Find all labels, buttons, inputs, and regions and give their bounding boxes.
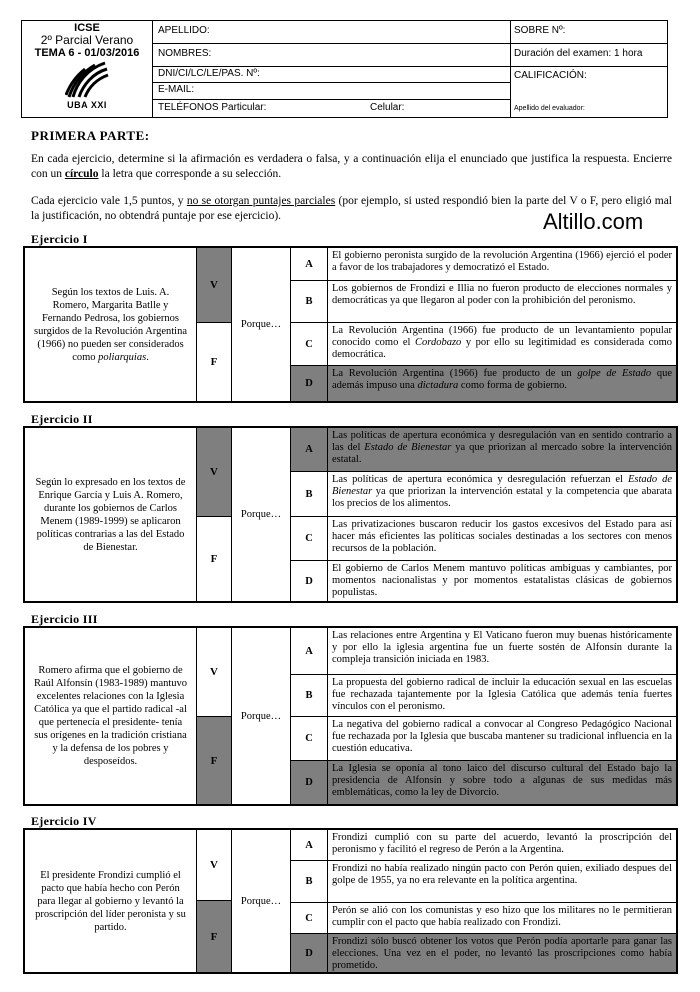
exam-topic-date: TEMA 6 - 01/03/2016 — [34, 47, 140, 59]
scoring-paragraph: Cada ejercicio vale 1,5 puntos, y no se otorgan puntajes parciales (por ejemplo, si usted respondió bien la parte del V o F, pero eligió mal la justificación, no obtendrá puntaje por ese ejercicio). — [31, 195, 672, 222]
exercise-4-option-a[interactable]: A Frondizi cumplió con su parte del acuerdo, levantó la proscripción del peronismo y facilitó el regreso de Perón a la Argentina. — [291, 830, 676, 860]
exercise-4-f[interactable]: F — [197, 900, 232, 972]
telefono-field[interactable]: TELÉFONOS Particular: — [158, 102, 267, 113]
uba-logo-icon — [65, 61, 109, 99]
uba-logo-block — [22, 21, 153, 117]
exercise-2-title: Ejercicio II — [31, 412, 93, 426]
exercise-3-statement: Romero afirma que el gobierno de Raúl Alfonsín (1983-1989) mantuvo excelentes relaciones con la Iglesia Católica ya que el partido radical -al que pertenecía el presidente- tenía sus orígenes en la tradición cristiana y la defensa de los pobres y desposeídos. — [25, 628, 197, 804]
exercise-2-statement: Según lo expresado en los textos de Enrique García y Luis A. Romero, durante los gobiernos de Carlos Menem (1989-1999) se aplicaron políticas contrarias a las del Estado de Bienestar. — [25, 428, 197, 601]
exercise-2-v[interactable]: V — [197, 428, 232, 516]
exercise-2-option-d[interactable]: D El gobierno de Carlos Menem mantuvo políticas ambiguas y cambiantes, por momentos nacionalistas y por momentos estatalistas clásicas de gobiernos populistas. — [291, 560, 676, 601]
exercise-3-option-c[interactable]: C La negativa del gobierno radical a convocar al Congreso Pedagógico Nacional fue rechazada por la Iglesia que buscaba mantener su tradicional influencia en la cuestión educativa. — [291, 716, 676, 760]
exercise-3-v[interactable]: V — [197, 628, 232, 716]
exercise-1-f[interactable]: F — [197, 322, 232, 401]
instructions-paragraph: En cada ejercicio, determine si la afirmación es verdadera o falsa, y a continuación elija el enunciado que justifica la respuesta. Encierre con un círculo la letra que corresponde a su selección. — [31, 153, 672, 180]
exercise-2-option-a[interactable]: A Las políticas de apertura económica y desregulación van en sentido contrario a las del Estado de Bienestar ya que priorizan al mercado sobre la intervención estatal. — [291, 428, 676, 471]
exercise-3-title: Ejercicio III — [31, 612, 98, 626]
exercise-2-f[interactable]: F — [197, 516, 232, 601]
calificacion-field: CALIFICACIÓN: — [514, 70, 587, 81]
exercise-2-option-c[interactable]: C Las privatizaciones buscaron reducir los gastos excesivos del Estado para así hacer más eficientes las políticas sociales destinadas a los sectores con menos recursos de la población. — [291, 516, 676, 560]
brand-name: UBA XXI — [67, 100, 107, 110]
exercise-3-option-b[interactable]: B La propuesta del gobierno radical de incluir la educación sexual en las escuelas fue rechazada tajantemente por la Iglesia Católica que además tenía fuertes vínculos con el peronismo. — [291, 674, 676, 716]
apellido-field[interactable]: APELLIDO: — [158, 25, 210, 36]
altillo-watermark: Altillo.com — [543, 209, 644, 234]
exercise-3-porque: Porque… — [232, 628, 291, 804]
exercise-4-porque: Porque… — [232, 830, 291, 972]
exercise-1-porque: Porque… — [232, 248, 291, 401]
exercise-4-option-d[interactable]: D Frondizi sólo buscó obtener los votos que Perón podía aportarle para ganar las elecciones. Una vez en el poder, no levantó las proscripciones como había prometido. — [291, 933, 676, 972]
exercise-4-statement: El presidente Frondizi cumplió el pacto que había hecho con Perón para llegar al gobierno y levantó la proscripción del líder peronista y su partido. — [25, 830, 197, 972]
exercise-3-f[interactable]: F — [197, 716, 232, 804]
exercise-1-title: Ejercicio I — [31, 232, 88, 246]
exercise-1-option-a[interactable]: A El gobierno peronista surgido de la revolución Argentina (1966) ejerció el poder a favor de los trabajadores y democratizó el Estado. — [291, 248, 676, 280]
exercise-4-v[interactable]: V — [197, 830, 232, 900]
exercise-2 — [23, 426, 678, 603]
section-heading: PRIMERA PARTE: — [31, 128, 150, 143]
exercise-3-option-d[interactable]: D La Iglesia se oponía al tono laico del discurso cultural del Estado bajo la presidencia de Alfonsín y sobre todo a algunas de sus medidas más emblemáticas, como la ley de Divorcio. — [291, 760, 676, 804]
exercise-4 — [23, 828, 678, 974]
nombres-field[interactable]: NOMBRES: — [158, 48, 212, 59]
exercise-1 — [23, 246, 678, 403]
sobre-field: SOBRE Nº: — [514, 25, 566, 36]
evaluador-field: Apellido del evaluador: — [514, 105, 585, 112]
duracion-label: Duración del examen: 1 hora — [514, 48, 643, 59]
exercise-3-option-a[interactable]: A Las relaciones entre Argentina y El Vaticano fueron muy buenas históricamente y por ello la iglesia argentina fue un fuerte sostén de Alfonsín durante la compleja transición iniciada en 1983. — [291, 628, 676, 674]
exercise-3 — [23, 626, 678, 806]
exercise-4-option-c[interactable]: C Perón se alió con los comunistas y eso hizo que los militares no le permitieran cumplir con el pacto que había realizado con Frondizi. — [291, 902, 676, 933]
exercise-1-v[interactable]: V — [197, 248, 232, 322]
exam-info-block — [510, 21, 667, 117]
exercise-2-porque: Porque… — [232, 428, 291, 601]
exercise-4-title: Ejercicio IV — [31, 814, 97, 828]
exam-name: 2º Parcial Verano — [40, 33, 134, 47]
exercise-1-option-b[interactable]: B Los gobiernos de Frondizi e Illia no fueron producto de elecciones normales y democráticas ya que llegaron al poder con la prohibición del peronismo. — [291, 280, 676, 322]
exercise-1-statement: Según los textos de Luis. A. Romero, Margarita Batlle y Fernando Pedrosa, los gobiernos surgidos de la Revolución Argentina (1966) no pueden ser considerados como poliarquias. — [25, 248, 197, 401]
course-name: ICSE — [74, 22, 100, 34]
exam-header — [21, 20, 668, 118]
exercise-2-option-b[interactable]: B Las políticas de apertura económica y desregulación refuerzan el Estado de Bienestar ya que priorizan la intervención estatal y la competencia que abarata los precios de los alimentos. — [291, 471, 676, 516]
exercise-4-option-b[interactable]: B Frondizi no había realizado ningún pacto con Perón quien, exiliado despues del golpe de 1955, ya no era relevante en la política argentina. — [291, 860, 676, 902]
exercise-1-option-c[interactable]: C La Revolución Argentina (1966) fue producto de un levantamiento popular conocido como el Cordobazo y por ello su legitimidad es considerada como democrática. — [291, 322, 676, 365]
celular-field[interactable]: Celular: — [370, 102, 405, 113]
exercise-1-option-d[interactable]: D La Revolución Argentina (1966) fue producto de un golpe de Estado que además impuso una dictadura como forma de gobierno. — [291, 365, 676, 401]
email-field[interactable]: E-MAIL: — [158, 84, 195, 95]
dni-field[interactable]: DNI/CI/LC/LE/PAS. Nº: — [158, 68, 260, 79]
